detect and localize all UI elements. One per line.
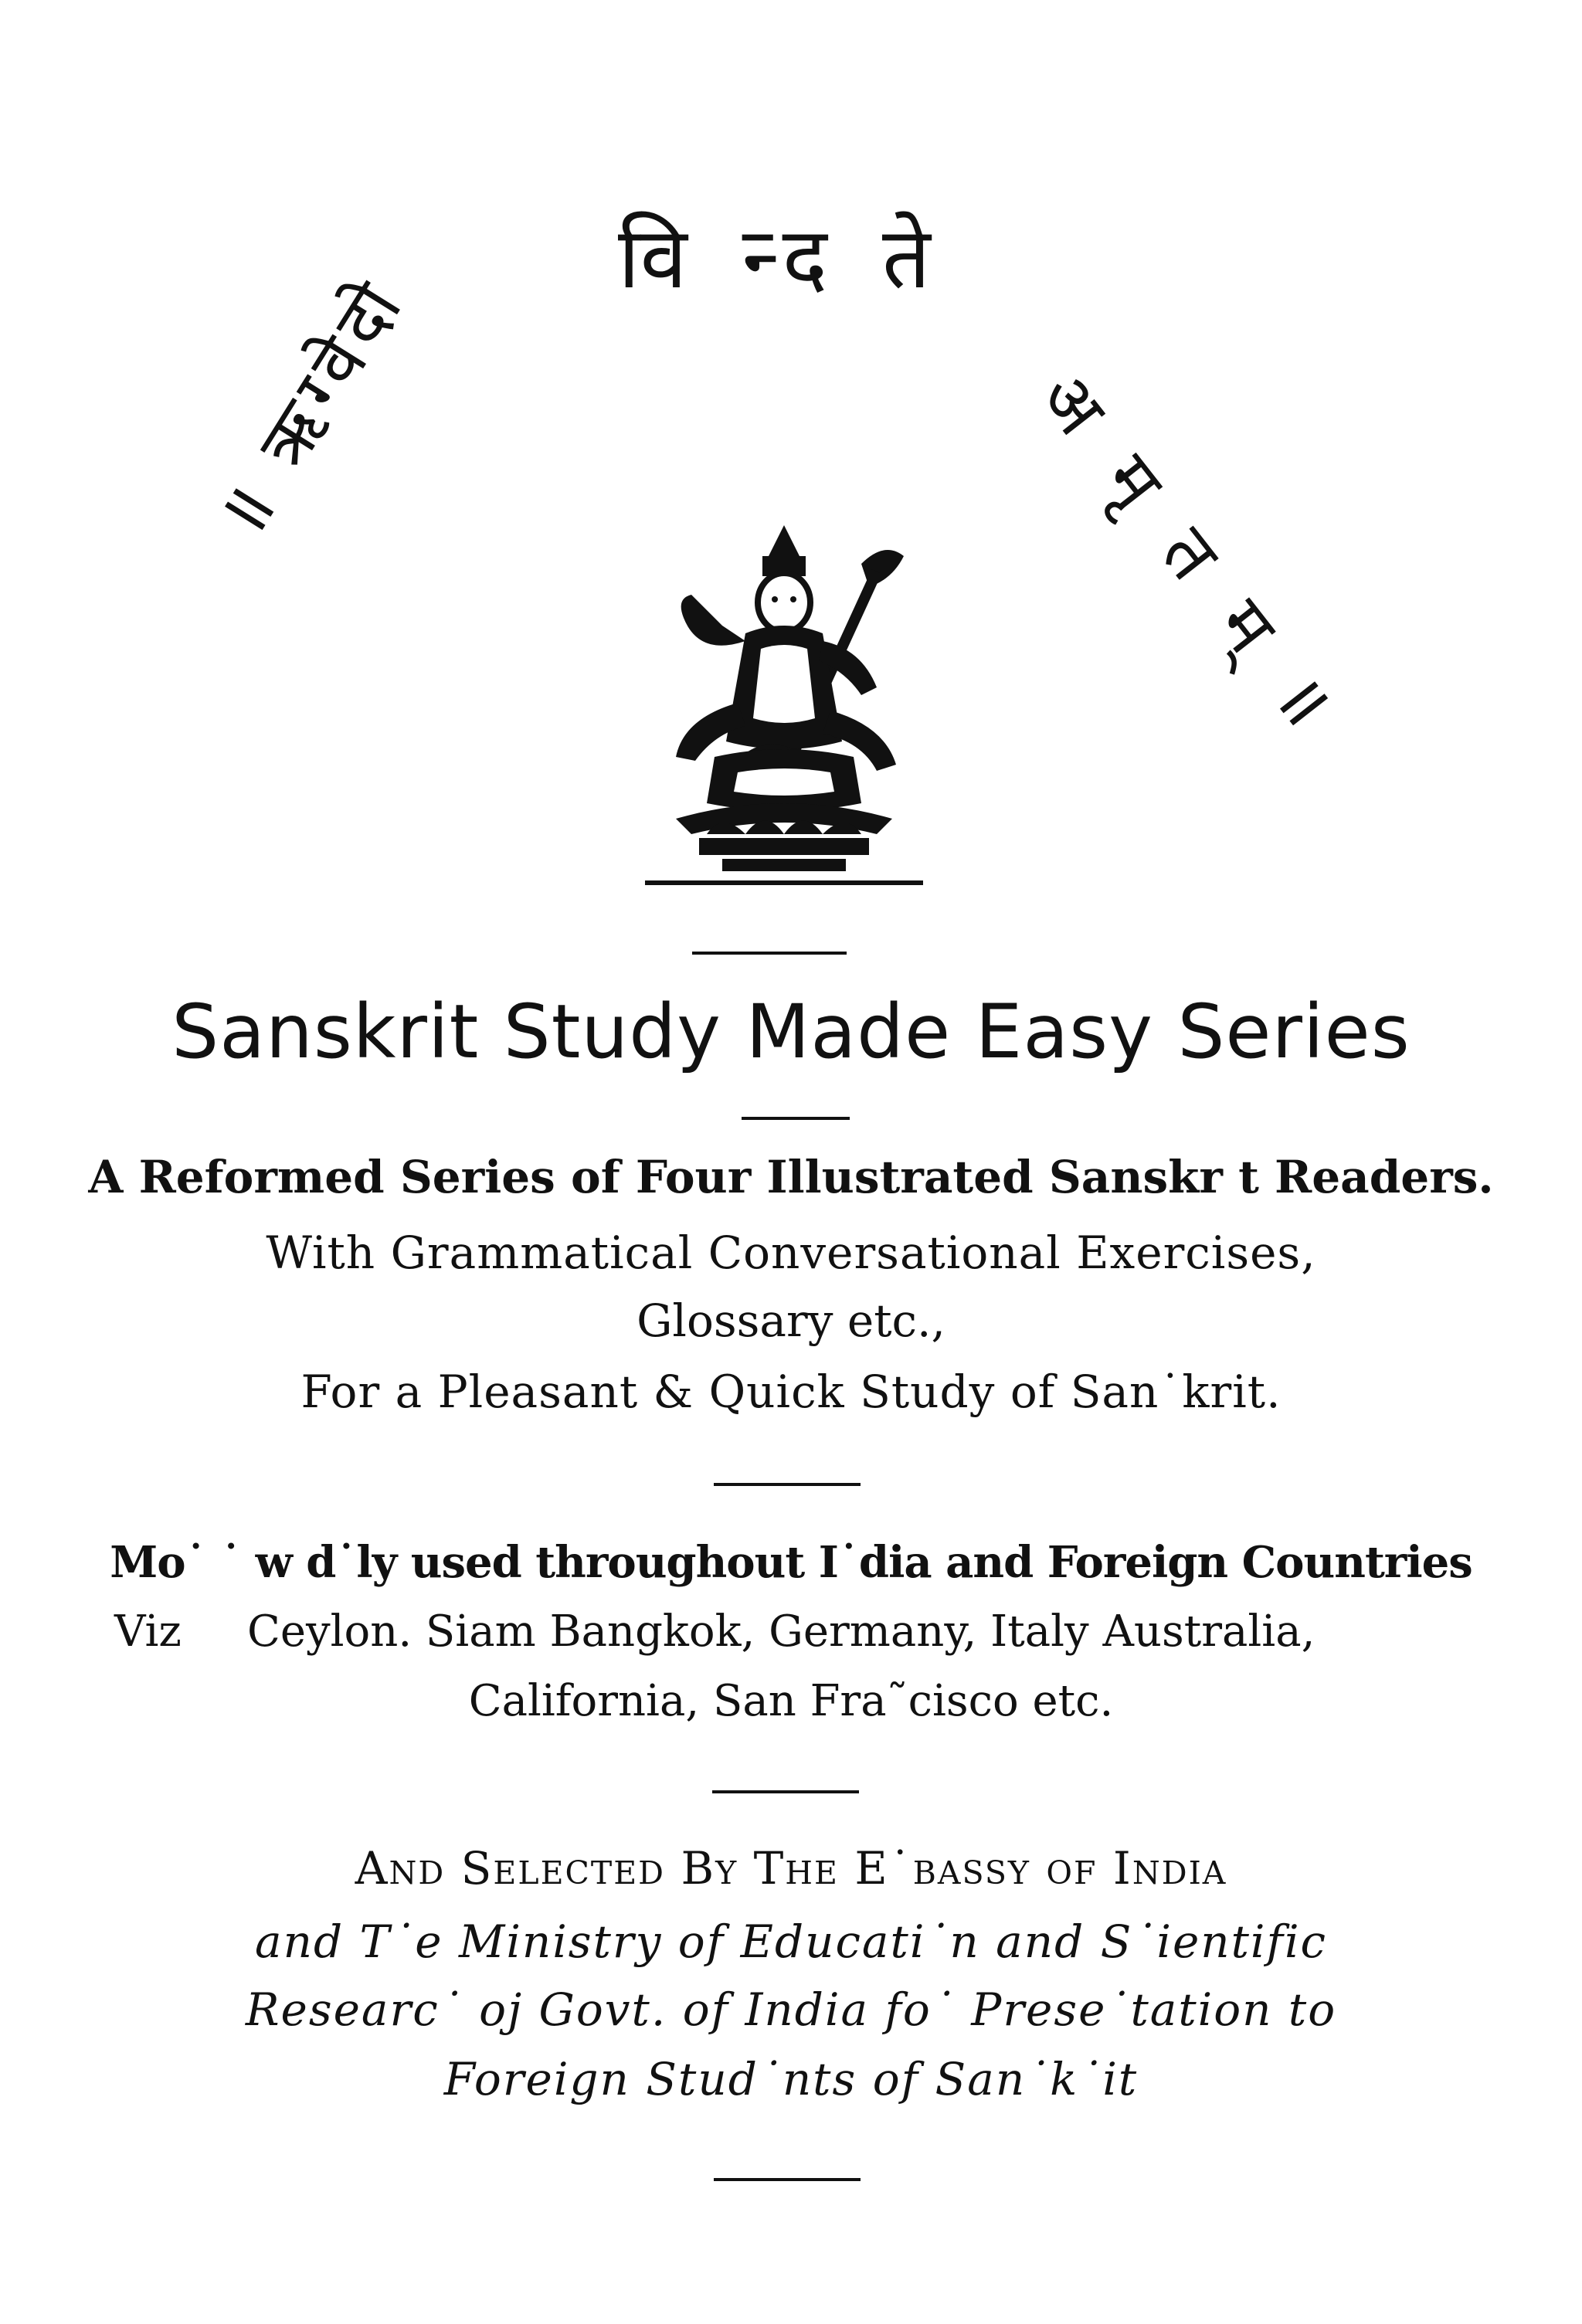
selection-line-3: Researc˙ oj Govt. of India fo˙ Prese˙tation to bbox=[245, 1983, 1337, 2036]
selection-line-4: Foreign Stud˙nts of San˙k˙it bbox=[443, 2053, 1139, 2105]
description-line-3: Glossary etc., bbox=[637, 1294, 945, 1347]
description-line-2: With Grammatical Conversational Exercises, bbox=[266, 1226, 1316, 1279]
motto-right-arc: अ मृ त म् ॥ bbox=[1023, 357, 1358, 753]
usage-line-1: Mo˙ ˙ w d˙ly used throughout I˙dia and Foreign Countries bbox=[110, 1537, 1472, 1588]
series-title: Sanskrit Study Made Easy Series bbox=[171, 989, 1411, 1075]
description-line-1: A Reformed Series of Four Illustrated Sanskr t Readers. bbox=[88, 1151, 1494, 1203]
motto-top: वि न्द ते bbox=[618, 209, 945, 307]
usage-line-2-label: Viz bbox=[114, 1606, 182, 1657]
motto-left-arc: ॥ ऋग्वेदो bbox=[199, 263, 423, 551]
divider-rule bbox=[712, 1790, 859, 1793]
description-line-4: For a Pleasant & Quick Study of San˙krit. bbox=[300, 1366, 1282, 1418]
divider-rule bbox=[714, 1483, 861, 1486]
selection-line-1: And Selected By The E˙bassy of India bbox=[355, 1842, 1227, 1895]
selection-line-2: and T˙e Ministry of Educati˙n and S˙ientific bbox=[255, 1915, 1327, 1968]
divider-rule bbox=[742, 1117, 850, 1120]
usage-line-2-countries: Ceylon. Siam Bangkok, Germany, Italy Australia, bbox=[247, 1606, 1316, 1657]
saraswati-emblem-icon bbox=[630, 525, 939, 896]
usage-line-3: California, San Fra˜cisco etc. bbox=[468, 1676, 1114, 1726]
divider-rule bbox=[714, 2178, 861, 2181]
divider-rule bbox=[692, 952, 847, 955]
